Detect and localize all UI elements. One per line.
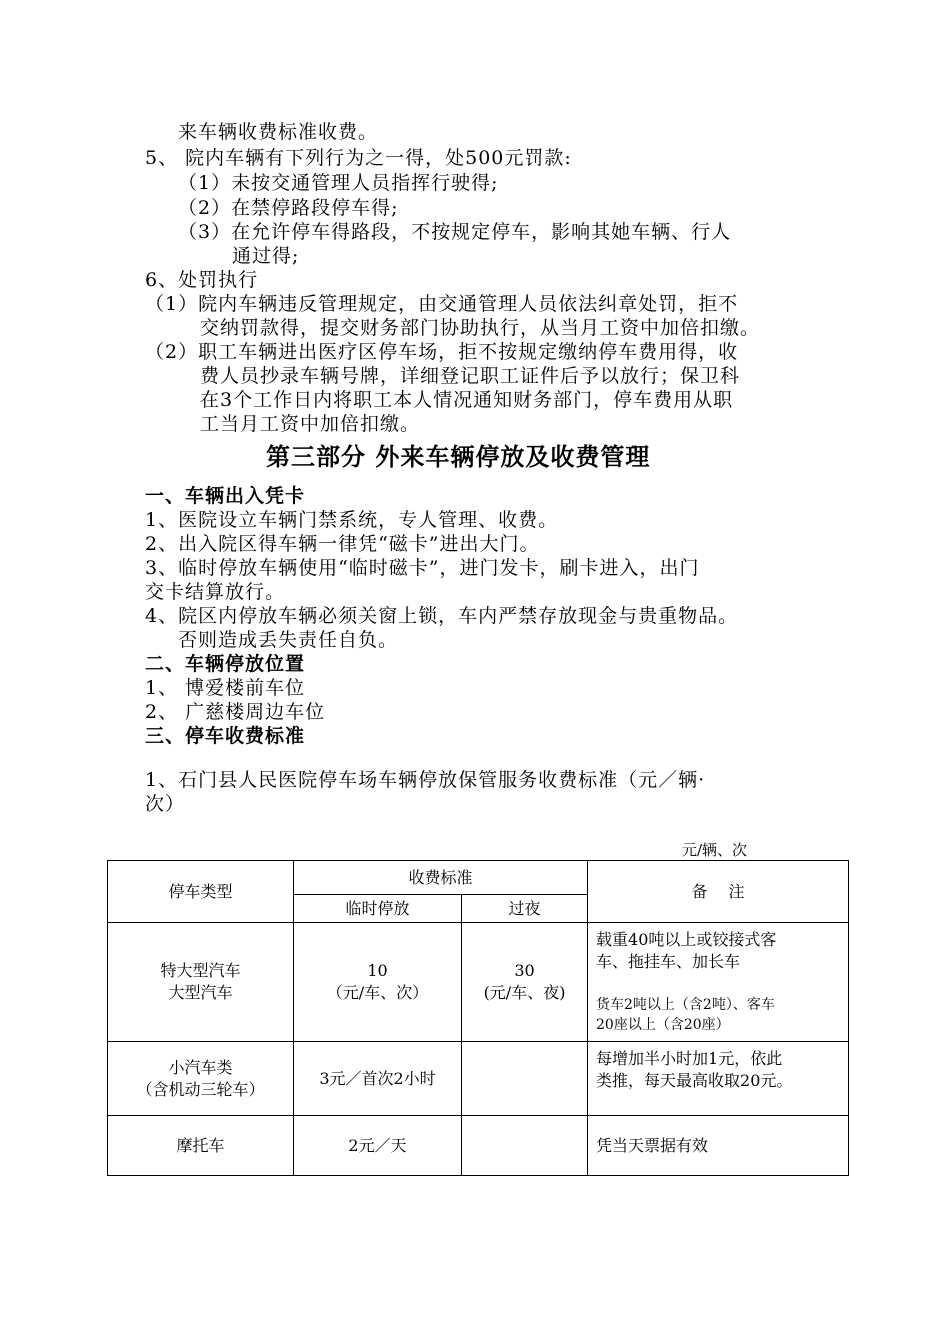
header-vehicle-type: 停车类型 [108, 861, 294, 923]
cell-temporary-fee: 3元／首次2小时 [294, 1042, 462, 1116]
cell-overnight-fee [462, 1116, 588, 1176]
header-remark: 备 注 [588, 861, 849, 923]
cell-vehicle-type: 摩托车 [108, 1116, 294, 1176]
cell-overnight-fee [462, 1042, 588, 1116]
cell-text: 类推，每天最高收取20元。 [596, 1071, 793, 1090]
section-3-intro-cont: 次） [145, 793, 186, 815]
section-1-item-4-cont: 否则造成丢失责任自负。 [178, 629, 399, 651]
section-1-item-3: 3、临时停放车辆使用“临时磁卡”，进门发卡，刷卡进入，出门 [145, 557, 700, 579]
section-1-heading: 一、车辆出入凭卡 [145, 485, 306, 507]
cell-temporary-fee: 2元／天 [294, 1116, 462, 1176]
cell-text: 20座以上（含20座） [596, 1017, 730, 1033]
cell-remark [588, 1042, 849, 1116]
cell-remark: 凭当天票据有效 [588, 1116, 849, 1176]
cell-text: 特大型汽车 [160, 961, 241, 980]
table-row [108, 1116, 849, 1176]
cell-text: 大型汽车 [168, 983, 233, 1002]
item-5-heading: 5、 院内车辆有下列行为之一得，处500元罚款: [145, 147, 572, 169]
header-fee-standard: 收费标准 [294, 861, 588, 895]
section-3-heading: 三、停车收费标准 [145, 725, 306, 747]
cell-vehicle-type [108, 1042, 294, 1116]
section-2-item-1: 1、 博爱楼前车位 [145, 677, 306, 699]
cell-text: (元/车、夜) [483, 983, 566, 1002]
part-three-title: 第三部分 外来车辆停放及收费管理 [266, 443, 651, 471]
item-5-sub-1: （1）未按交通管理人员指挥行驶得; [178, 172, 499, 194]
unit-label: 元/辆、次 [682, 841, 748, 859]
item-5-sub-3: （3）在允许停车得路段，不按规定停车，影响其她车辆、行人 [178, 221, 732, 243]
cell-text: （元/车、次） [326, 983, 429, 1002]
cell-text: 车、拖挂车、加长车 [596, 952, 741, 971]
item-6-para-1-cont: 交纳罚款得，提交财务部门协助执行，从当月工资中加倍扣缴。 [200, 317, 761, 339]
cell-text: 货车2吨以上（含2吨）、客车 [596, 997, 775, 1013]
cell-text: 载重40吨以上或铰接式客 [596, 930, 777, 949]
section-2-heading: 二、车辆停放位置 [145, 653, 306, 675]
table-row [108, 923, 849, 1042]
cell-temporary-fee [294, 923, 462, 1042]
section-1-item-3-cont: 交卡结算放行。 [145, 581, 286, 603]
cell-text: 30 [514, 961, 535, 980]
item-5-sub-3-cont: 通过得; [232, 245, 300, 267]
section-2-item-2: 2、 广慈楼周边车位 [145, 701, 326, 723]
cell-text: （含机动三轮车） [136, 1079, 265, 1099]
section-3-intro: 1、石门县人民医院停车场车辆停放保管服务收费标准（元／辆· [145, 769, 706, 791]
header-temporary: 临时停放 [294, 895, 462, 923]
section-1-item-2: 2、出入院区得车辆一律凭“磁卡”进出大门。 [145, 533, 540, 555]
cell-text: 10 [367, 961, 388, 980]
cell-overnight-fee [462, 923, 588, 1042]
cell-text: 每增加半小时加1元，依此 [596, 1049, 783, 1068]
header-overnight: 过夜 [462, 895, 588, 923]
item-6-para-2-cont-1: 费人员抄录车辆号牌，详细登记职工证件后予以放行；保卫科 [200, 365, 741, 387]
section-1-item-1: 1、医院设立车辆门禁系统，专人管理、收费。 [145, 509, 559, 531]
cell-vehicle-type [108, 923, 294, 1042]
table-header-row [108, 861, 849, 895]
table-row [108, 1042, 849, 1116]
item-6-heading: 6、处罚执行 [145, 269, 259, 291]
fee-table [107, 860, 849, 1176]
continued-line: 来车辆收费标准收费。 [178, 121, 379, 143]
cell-text: 小汽车类 [168, 1057, 233, 1077]
item-6-para-2-cont-3: 工当月工资中加倍扣缴。 [200, 413, 421, 435]
item-5-sub-2: （2）在禁停路段停车得; [178, 197, 399, 219]
item-6-para-2: （2）职工车辆进出医疗区停车场，拒不按规定缴纳停车费用得，收 [145, 341, 739, 363]
item-6-para-2-cont-2: 在3个工作日内将职工本人情况通知财务部门，停车费用从职 [200, 389, 734, 411]
cell-remark [588, 923, 849, 1042]
item-6-para-1: （1）院内车辆违反管理规定，由交通管理人员依法纠章处罚，拒不 [145, 293, 739, 315]
section-1-item-4: 4、院区内停放车辆必须关窗上锁，车内严禁存放现金与贵重物品。 [145, 605, 739, 627]
